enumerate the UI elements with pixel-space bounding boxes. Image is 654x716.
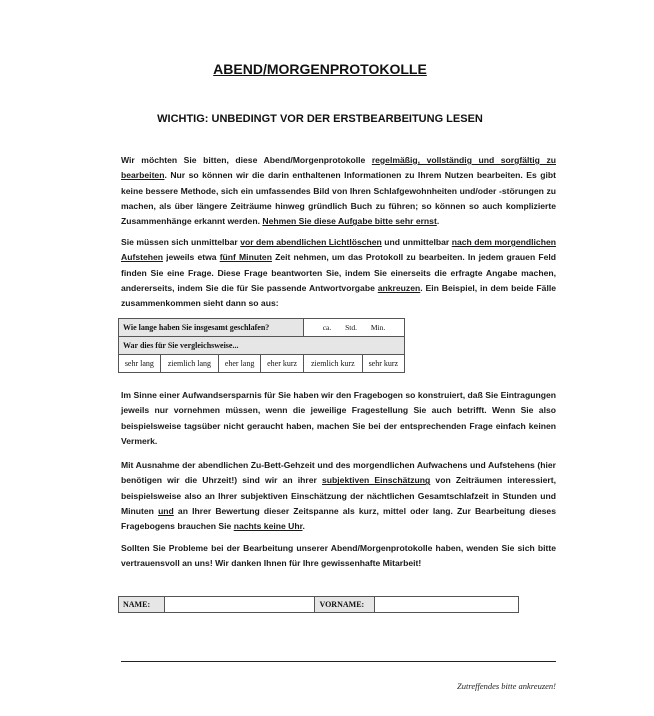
option-cell[interactable]: ziemlich lang xyxy=(160,355,218,373)
vorname-field[interactable] xyxy=(374,597,518,613)
divider-line xyxy=(121,661,556,662)
text: und unmittelbar xyxy=(381,237,452,247)
table-row xyxy=(119,319,405,337)
footer-note: Zutreffendes bitte ankreuzen! xyxy=(457,681,556,691)
text: Mit Ausnahme der abendlichen Zu-Bett-Gehzeit und des morgendlichen Aufwachens und Aufstehens (hier benötigen wir die Uhrzeit!) sind wir an ihrer xyxy=(121,460,556,486)
name-field[interactable] xyxy=(165,597,315,613)
paragraph-intro xyxy=(121,153,556,229)
answer-units-cell[interactable]: ca. Std. Min. xyxy=(303,319,404,337)
question-cell: Wie lange haben Sie insgesamt geschlafen? xyxy=(119,319,304,337)
question-cell: War dies für Sie vergleichsweise... xyxy=(119,337,405,355)
name-table xyxy=(118,596,519,613)
text: an Ihrer Bewertung dieser Zeitspanne als kurz, mittel oder lang. Zur Bearbeitung dieses Fragebogens brauchen Sie xyxy=(121,505,556,532)
document-title: ABEND/MORGENPROTOKOLLE xyxy=(213,61,427,77)
option-cell[interactable]: sehr lang xyxy=(119,355,161,373)
text: Sie müssen sich unmittelbar xyxy=(121,237,241,247)
example-table xyxy=(118,318,405,373)
underlined-text: vor dem abendlichen Lichtlöschen xyxy=(240,237,382,247)
table-row xyxy=(119,355,405,373)
text: . xyxy=(302,521,305,532)
option-cell[interactable]: eher lang xyxy=(218,355,260,373)
underlined-text: Nehmen Sie diese Aufgabe bitte sehr ernst xyxy=(262,216,437,227)
underlined-text: subjektiven Einschätzung xyxy=(322,475,431,486)
underlined-text: ankreuzen xyxy=(377,282,421,293)
text: jeweils etwa xyxy=(163,252,220,263)
text: Wir möchten Sie bitten, diese Abend/Morgenprotokolle xyxy=(121,155,372,165)
text: Zeit nehmen, um das Protokoll zu bearbeiten. In jedem grauen Feld finden Sie eine Frage. Diese Frage beantworten Sie, indem Sie einerseits die erfragte Angabe machen, andererseits, indem Sie die für Sie passende Antwortvorgabe xyxy=(121,252,556,293)
underlined-text: nachts keine Uhr xyxy=(233,521,303,532)
paragraph-effort: Im Sinne einer Aufwandsersparnis für Sie haben wir den Fragebogen so konstruiert, daß Sie Eintragungen jeweils nur vornehmen müssen, wenn die jeweilige Fragestellung Sie auch betrifft. Wenn Sie also beispielsweise tagsüber nicht geraucht haben, machen Sie bei der entsprechenden Frage einfach keinen Vermerk. xyxy=(121,390,556,446)
name-label: NAME: xyxy=(119,597,165,613)
text: . Nur so können wir die darin enthaltenen Informationen zu Ihrem Nutzen bearbeiten. Es gibt keine bessere Methode, sich ein umfassendes Bild von Ihren Schlafgewohnheiten und/oder -störungen zu machen, als über längere Zeiträume hinweg gründlich Buch zu führen; so können so auch komplizierte Zusammenhänge erkannt werden. xyxy=(121,170,556,227)
underlined-text: regelmäßig, vollständig und sorgfältig zu bearbeiten xyxy=(121,155,556,181)
table-row xyxy=(119,597,519,613)
text: . Ein Beispiel, in dem beide Fälle zusammenkommen sieht dann so aus: xyxy=(121,282,556,309)
underlined-text: fünf Minuten xyxy=(219,252,272,263)
text: von Zeiträumen interessiert, beispielsweise also an Ihrer subjektiven Einschätzung der nächtlichen Gesamtschlafzeit in Stunden und Minuten xyxy=(121,475,556,516)
paragraph-instructions xyxy=(121,235,556,311)
paragraph-subjective xyxy=(121,458,556,534)
vorname-label: VORNAME: xyxy=(315,597,374,613)
option-cell[interactable]: sehr kurz xyxy=(362,355,404,373)
option-cell[interactable]: eher kurz xyxy=(261,355,304,373)
underlined-text: und xyxy=(158,505,174,516)
option-cell[interactable]: ziemlich kurz xyxy=(303,355,362,373)
text: . xyxy=(436,216,440,227)
underlined-text: nach dem morgendlichen Aufstehen xyxy=(121,237,556,263)
document-subtitle: WICHTIG: UNBEDINGT VOR DER ERSTBEARBEITUNG LESEN xyxy=(157,113,483,125)
table-row xyxy=(119,337,405,355)
paragraph-closing: Sollten Sie Probleme bei der Bearbeitung unserer Abend/Morgenprotokolle haben, wenden Sie sich bitte vertrauensvoll an uns! Wir danken Ihnen für Ihre gewissenhafte Mitarbeit! xyxy=(121,543,556,569)
